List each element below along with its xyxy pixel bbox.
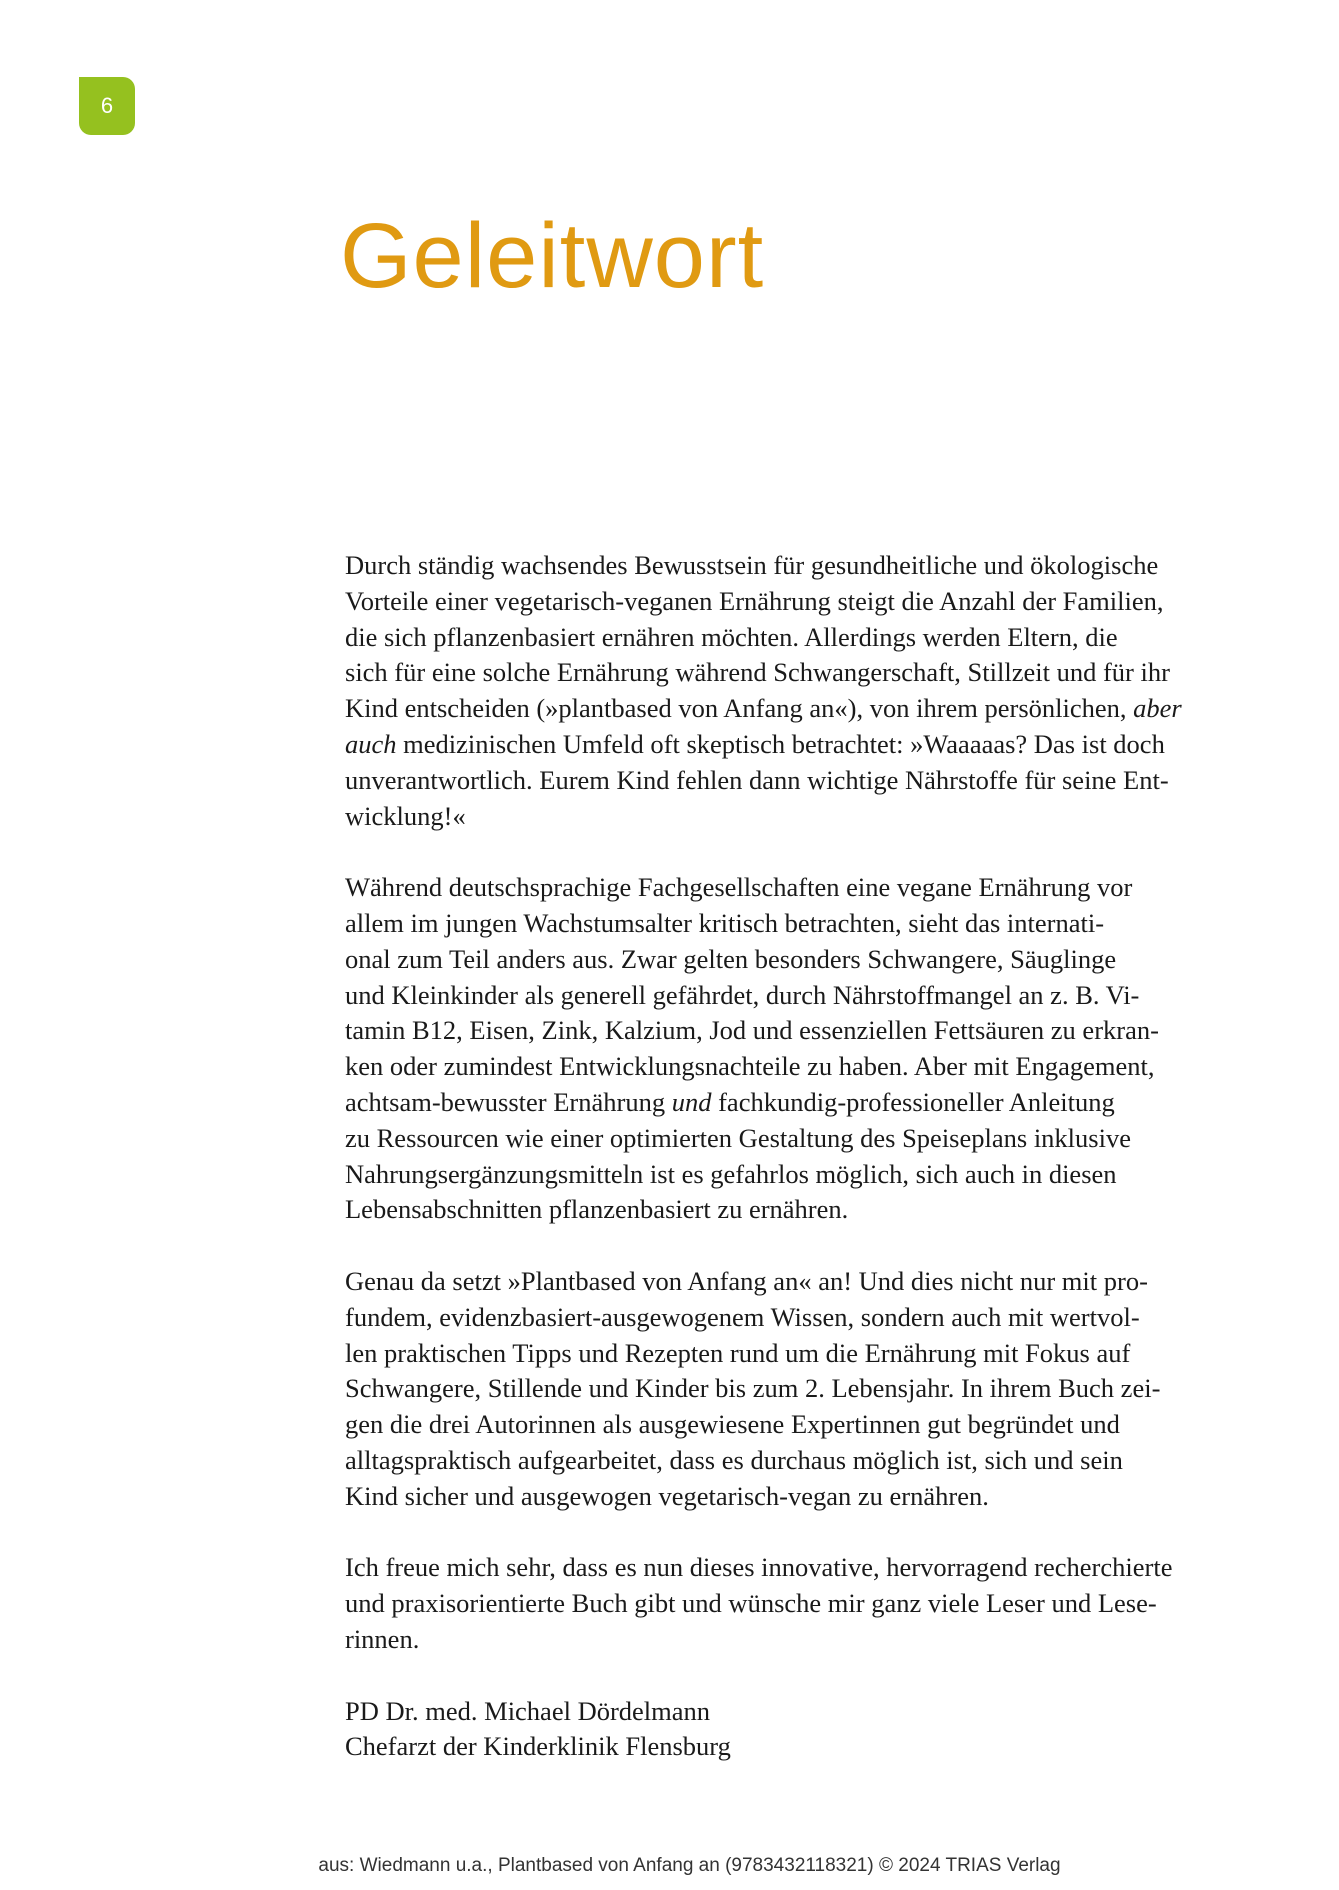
foreword-body: [345, 548, 1235, 1765]
text-line: alltagspraktisch aufgearbeitet, dass es durchaus möglich ist, sich und sein: [345, 1444, 1123, 1475]
text-line: achtsam-bewusster Ernährung und fachkundig-professioneller Anleitung: [345, 1086, 1115, 1117]
paragraph: [345, 1264, 1235, 1515]
text-line: und praxisorientierte Buch gibt und wünsche mir ganz viele Leser und Lese-: [345, 1588, 1157, 1619]
text-line: rinnen.: [345, 1623, 420, 1654]
signature-role: Chefarzt der Kinderklinik Flensburg: [345, 1731, 731, 1762]
text-line: Nahrungsergänzungsmitteln ist es gefahrlos möglich, sich auch in diesen: [345, 1158, 1117, 1189]
paragraph: [345, 1550, 1235, 1657]
footer-citation: aus: Wiedmann u.a., Plantbased von Anfang an (9783432118321) © 2024 TRIAS Verlag: [318, 1855, 1061, 1876]
text-line: len praktischen Tipps und Rezepten rund um die Ernährung mit Fokus auf: [345, 1337, 1131, 1368]
text-line: wicklung!«: [345, 800, 466, 831]
text-line: und Kleinkinder als generell gefährdet, durch Nährstoffmangel an z. B. Vi-: [345, 979, 1140, 1010]
emphasis-text: und: [671, 1086, 712, 1117]
text-line: fundem, evidenzbasiert-ausgewogenem Wissen, sondern auch mit wertvol-: [345, 1301, 1140, 1332]
text-line: Kind entscheiden (»plantbased von Anfang an«), von ihrem persönlichen, aber: [345, 693, 1182, 724]
page-title: Geleitwort: [340, 205, 765, 307]
text-line: tamin B12, Eisen, Zink, Kalzium, Jod und essenziellen Fettsäuren zu erkran-: [345, 1015, 1159, 1046]
text-line: unverantwortlich. Eurem Kind fehlen dann wichtige Nährstoffe für seine Ent-: [345, 764, 1169, 795]
text-line: sich für eine solche Ernährung während Schwangerschaft, Stillzeit und für ihr: [345, 657, 1170, 688]
emphasis-text: aber: [1133, 693, 1182, 724]
text-line: allem im jungen Wachstumsalter kritisch betrachten, sieht das internati-: [345, 907, 1105, 938]
text-line: Durch ständig wachsendes Bewusstsein für gesundheitliche und ökologische: [345, 550, 1159, 580]
text-line: Lebensabschnitten pflanzenbasiert zu ernähren.: [345, 1194, 849, 1225]
signature-name: PD Dr. med. Michael Dördelmann: [345, 1695, 711, 1726]
text-line: zu Ressourcen wie einer optimierten Gestaltung des Speiseplans inklusive: [345, 1122, 1131, 1153]
text-line: Genau da setzt »Plantbased von Anfang an« an! Und dies nicht nur mit pro-: [345, 1265, 1148, 1296]
paragraph-list: [345, 548, 1235, 1658]
text-line: ken oder zumindest Entwicklungsnachteile zu haben. Aber mit Engagement,: [345, 1051, 1155, 1082]
paragraph: [345, 548, 1235, 834]
text-line: Schwangere, Stillende und Kinder bis zum 2. Lebensjahr. In ihrem Buch zei-: [345, 1373, 1161, 1404]
text-line: gen die drei Autorinnen als ausgewiesene Expertinnen gut begründet und: [345, 1409, 1120, 1440]
paragraph: [345, 870, 1235, 1228]
page-number: 6: [100, 93, 114, 118]
signature: [345, 1694, 1235, 1766]
page-number-badge: [79, 77, 135, 135]
text-line: Kind sicher und ausgewogen vegetarisch-vegan zu ernähren.: [345, 1480, 989, 1511]
text-line: Ich freue mich sehr, dass es nun dieses innovative, hervorragend recherchierte: [345, 1552, 1173, 1583]
text-line: onal zum Teil anders aus. Zwar gelten besonders Schwangere, Säuglinge: [345, 943, 1117, 974]
text-line: Vorteile einer vegetarisch-veganen Ernährung steigt die Anzahl der Familien,: [345, 585, 1164, 616]
text-line: Während deutschsprachige Fachgesellschaften eine vegane Ernährung vor: [345, 872, 1133, 903]
emphasis-text: auch: [345, 728, 397, 759]
text-line: auch medizinischen Umfeld oft skeptisch betrachtet: »Waaaaas? Das ist doch: [345, 728, 1165, 759]
text-line: die sich pflanzenbasiert ernähren möchten. Allerdings werden Eltern, die: [345, 621, 1118, 652]
